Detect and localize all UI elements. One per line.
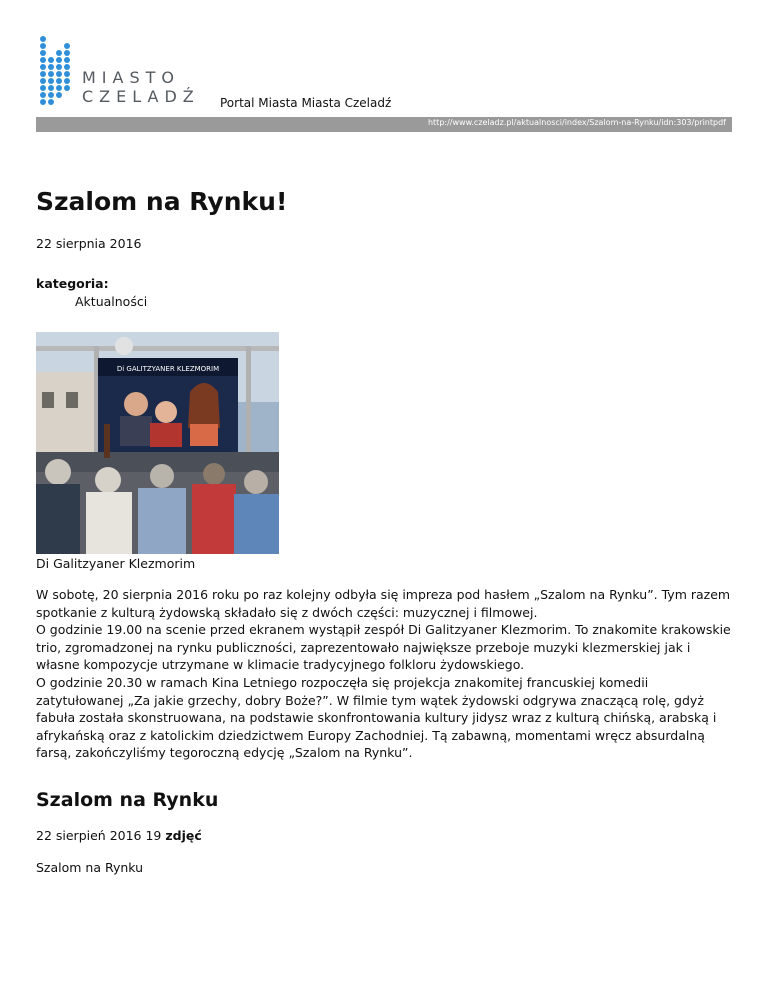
page-url[interactable]: http://www.czeladz.pl/aktualnosci/index/Szalom-na-Rynku/idn:303/printpdf	[427, 118, 726, 127]
logo-line-2: CZELADŹ	[82, 87, 200, 106]
logo-line-1: MIASTO	[82, 68, 180, 87]
url-bar	[36, 117, 732, 132]
gallery-heading: Szalom na Rynku	[36, 789, 219, 811]
paragraph: O godzinie 20.30 w ramach Kina Letniego rozpoczęła się projekcja znakomitej francuskiej komedii zatytułowanej „Za jakie grzechy, dobry Boże?”. W filmie tym wątek żydowski odgrywa znaczącą rolę, gdyż fabuła została skonstruowana, na podstawie skonfrontowania kultury jidysz wraz z kulturą chińską, arabską i afrykańską oraz z katolickim dziedzictwem Europy Zachodniej. Tą zabawną, momentami wręcz absurdalną farsą, zakończyliśmy tegoroczną edycję „Szalom na Rynku”.	[36, 674, 717, 761]
paragraph: W sobotę, 20 sierpnia 2016 roku po raz kolejny odbyła się impreza pod hasłem „Szalom na Rynku”. Tym razem spotkanie z kulturą żydowską składało się z dwóch części: muzycznej i filmowej.	[36, 587, 731, 620]
gallery-title[interactable]: Szalom na Rynku	[36, 860, 144, 875]
paragraph: O godzinie 19.00 na scenie przed ekranem wystąpił zespół Di Galitzyaner Klezmorim. To znakomite krakowskie trio, zgromadzonej na rynku publiczności, zaprezentowało największe przeboje muzyki klezmerskiej jak i własne kompozycje utrzymane w klimacie tradycyjnego folkloru żydowskiego.	[36, 622, 731, 673]
concert-photo-illustration	[36, 332, 279, 554]
image-caption: Di Galitzyaner Klezmorim	[36, 556, 196, 571]
screen-banner-text: Di GALITZYANER KLEZMORIM	[116, 365, 220, 373]
category-value[interactable]: Aktualności	[75, 294, 148, 309]
article-date: 22 sierpnia 2016	[36, 236, 142, 251]
logo-wordmark	[82, 68, 200, 106]
portal-title: Portal Miasta Miasta Czeladź	[220, 96, 392, 110]
city-logo-icon	[36, 36, 76, 108]
article-body	[36, 586, 736, 762]
article-photo[interactable]	[36, 332, 279, 554]
gallery-photos-label: zdjęć	[165, 828, 202, 843]
gallery-date-count: 22 sierpień 2016 19	[36, 828, 162, 843]
category-label: kategoria:	[36, 276, 109, 291]
page-header	[36, 36, 732, 116]
article-title: Szalom na Rynku!	[36, 187, 288, 216]
gallery-meta	[36, 828, 202, 843]
